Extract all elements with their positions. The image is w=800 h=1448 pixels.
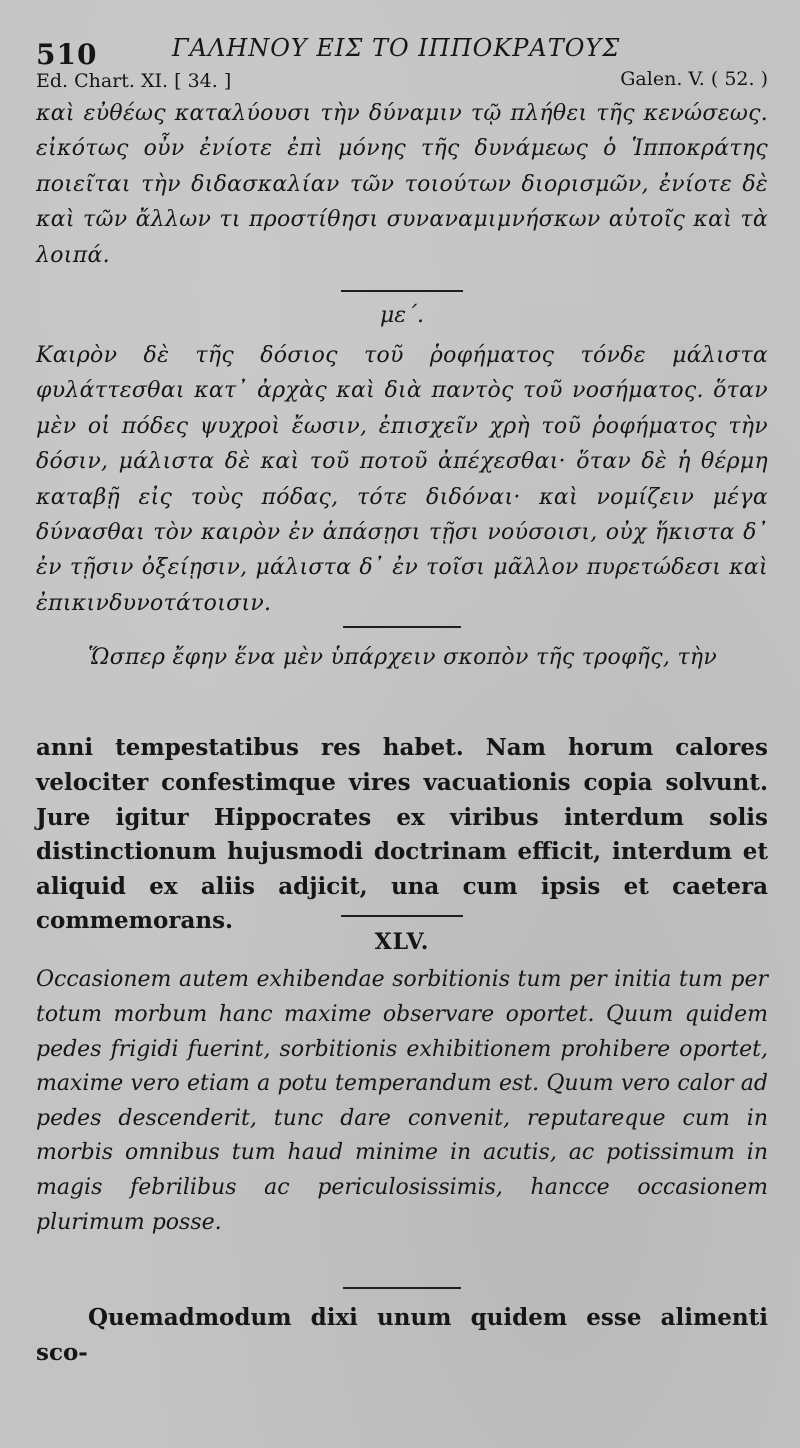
latin-paragraph-3: Quemadmodum dixi unum quidem esse alimenti sco- bbox=[36, 1304, 768, 1366]
paragraph-divider-greek bbox=[343, 626, 461, 628]
section-divider-latin bbox=[341, 915, 463, 917]
latin-paragraph-1: anni tempestatibus res habet. Nam horum calores velociter confestimque vires vacuationis copia solvunt. Jure igitur Hippocrates ex viribus interdum solis distinctionum hujusmodi doctrinam efficit, interdum et aliquid ex aliis adjicit, una cum ipsis et caetera commemorans. bbox=[36, 734, 768, 935]
greek-paragraph-3: Ὥσπερ ἔφην ἕνα μὲν ὑπάρχειν σκοπὸν τῆς τροφῆς, τὴν bbox=[88, 645, 718, 670]
latin-section-number: XLV. bbox=[374, 929, 430, 956]
edition-reference-right: Galen. V. ( 52. ) bbox=[620, 68, 768, 90]
section-divider-greek bbox=[341, 290, 463, 292]
page-header bbox=[36, 30, 768, 71]
greek-paragraph-1: καὶ εὐθέως καταλύουσι τὴν δύναμιν τῷ πλήθει τῆς κενώσεως. εἰκότως οὖν ἐνίοτε ἐπὶ μόνης τῆς δυνάμεως ὁ Ἱπποκράτης ποιεῖται τὴν διδασκαλίαν τῶν τοιούτων διορισμῶν, ἐνίοτε δὲ καὶ τῶν ἄλλων τι προστίθησι συναναμιμνήσκων αὐτοῖς καὶ τὰ λοιπά. bbox=[36, 101, 768, 268]
latin-paragraph-2: Occasionem autem exhibendae sorbitionis tum per initia tum per totum morbum hanc maxime observare oportet. Quum quidem pedes frigidi fuerint, sorbitionis exhibitionem prohibere oportet, maxime vero etiam a potu temperandum est. Quum vero calor ad pedes descenderit, tunc dare convenit, reputareque cum in morbis omnibus tum haud minime in acutis, ac potissimum in magis febrilibus ac periculosissimis, hancce occasionem plurimum posse. bbox=[36, 967, 768, 1235]
paragraph-divider-latin bbox=[343, 1287, 461, 1289]
edition-reference-left: Ed. Chart. XI. [ 34. ] bbox=[36, 70, 232, 92]
page-number: 510 bbox=[36, 38, 98, 71]
running-title: ΓΑΛΗΝΟΥ ΕΙΣ ΤΟ ΙΠΠΟΚΡΑΤΟΥΣ bbox=[172, 34, 621, 62]
greek-section-number: με΄. bbox=[379, 303, 425, 328]
edition-reference-row bbox=[36, 68, 768, 96]
greek-paragraph-2: Καιρὸν δὲ τῆς δόσιος τοῦ ῥοφήματος τόνδε μάλιστα φυλάττεσθαι κατ᾽ ἀρχὰς καὶ διὰ παντὸς τοῦ νοσήματος. ὅταν μὲν οἱ πόδες ψυχροὶ ἔωσιν, ἐπισχεῖν χρὴ τοῦ ῥοφήματος τὴν δόσιν, μάλιστα δὲ καὶ τοῦ ποτοῦ ἀπέχεσθαι· ὅταν δὲ ἡ θέρμη καταβῇ εἰς τοὺς πόδας, τότε διδόναι· καὶ νομίζειν μέγα δύνασθαι τὸν καιρὸν ἐν ἁπάσῃσι τῇσι νούσοισι, οὐχ ἥκιστα δ᾽ ἐν τῇσιν ὀξείῃσιν, μάλιστα δ᾽ ἐν τοῖσι μᾶλλον πυρετώδεσι καὶ ἐπικινδυνοτάτοισιν. bbox=[36, 343, 768, 616]
